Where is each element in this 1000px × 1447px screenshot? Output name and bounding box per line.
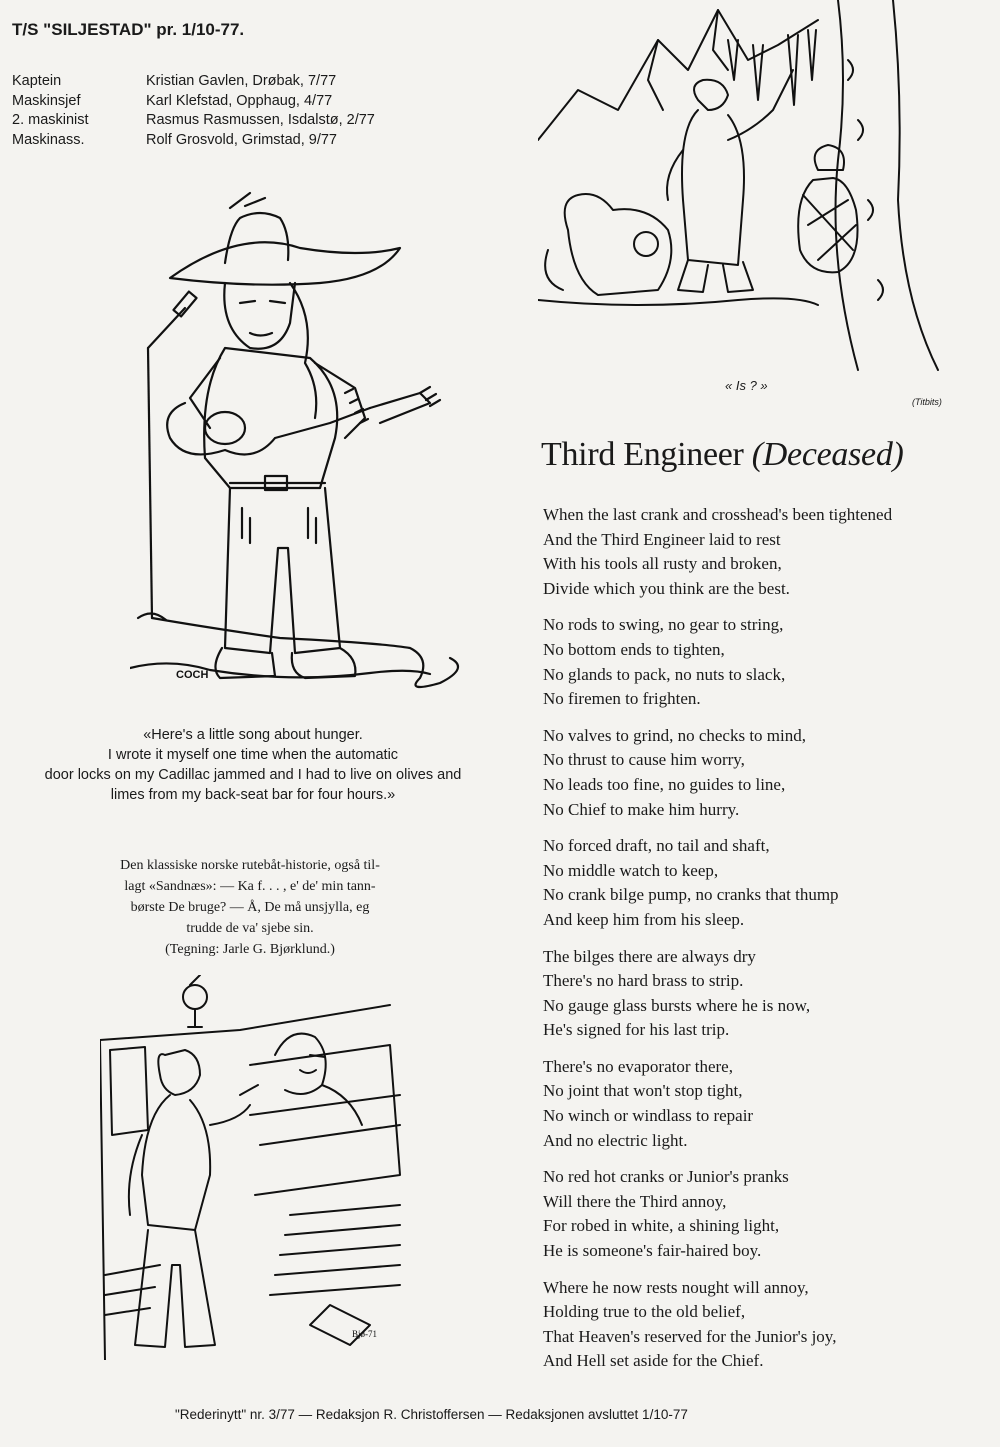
crew-role: Kaptein — [12, 73, 62, 89]
poem-line: There's no hard brass to strip. — [543, 971, 744, 991]
cowboy-singer-illustration — [130, 188, 490, 713]
poem-line: No bottom ends to tighten, — [543, 639, 725, 659]
cabin-signature: Bjø-71 — [352, 1329, 378, 1339]
poem-line: No joint that won't stop tight, — [543, 1081, 743, 1101]
poem-line: No glands to pack, no nuts to slack, — [543, 664, 786, 684]
crew-role: 2. maskinist — [12, 112, 89, 128]
crew-person: Rasmus Rasmussen, Isdalstø, 2/77 — [146, 112, 375, 128]
crew-person: Rolf Grosvold, Grimstad, 9/77 — [146, 131, 337, 148]
crew-row — [12, 72, 375, 92]
poem-line: No winch or windlass to repair — [543, 1106, 754, 1126]
poem-line: And Hell set aside for the Chief. — [543, 1351, 764, 1371]
poem-line: That Heaven's reserved for the Junior's joy, — [543, 1326, 837, 1346]
cowboy-caption — [8, 725, 498, 805]
poem-title — [541, 436, 904, 474]
poem-line: No firemen to frighten. — [543, 689, 701, 709]
poem-line: And the Third Engineer laid to rest — [543, 529, 781, 549]
poem-title-main: Third Engineer — [541, 436, 752, 473]
crew-role: Maskinsjef — [12, 92, 81, 109]
poem-line: Holding true to the old belief, — [543, 1302, 746, 1322]
poem-line: No forced draft, no tail and shaft, — [543, 836, 770, 856]
crew-list — [12, 72, 375, 150]
poem-line: And no electric light. — [543, 1130, 688, 1150]
poem-line: And keep him from his sleep. — [543, 909, 745, 929]
poem-line: He's signed for his last trip. — [543, 1020, 730, 1040]
poem-line: No valves to grind, no checks to mind, — [543, 725, 806, 745]
poem-line: Where he now rests nought will annoy, — [543, 1277, 809, 1297]
poem-stanza — [543, 724, 993, 822]
caption-line: «Here's a little song about hunger. — [143, 727, 363, 743]
poem-stanza — [543, 1055, 993, 1153]
poem-stanza — [543, 834, 993, 932]
poem-line: No middle watch to keep, — [543, 860, 719, 880]
caption-line: door locks on my Cadillac jammed and I had to live on olives and — [44, 767, 462, 783]
poem-line: No leads too fine, no guides to line, — [543, 774, 786, 794]
poem-line: No Chief to make him hurry. — [543, 799, 740, 819]
mountain-rescue-cartoon — [538, 0, 958, 375]
poem-line: With his tools all rusty and broken, — [543, 554, 782, 574]
poem-line: There's no evaporator there, — [543, 1056, 733, 1076]
poem-line: No gauge glass bursts where he is now, — [543, 995, 811, 1015]
caption-line: trudde de va' sjebe sin. — [186, 921, 314, 936]
poem-line: He is someone's fair-haired boy. — [543, 1241, 762, 1261]
crew-person: Kristian Gavlen, Drøbak, 7/77 — [146, 73, 337, 89]
cartoon-caption: « Is ? » — [725, 378, 768, 393]
caption-line: lagt «Sandnæs»: — Ka f. . . , e' de' min tann- — [124, 879, 376, 894]
poem-line: No rods to swing, no gear to string, — [543, 615, 784, 635]
poem-line: No thrust to cause him worry, — [543, 750, 745, 770]
poem-line: The bilges there are always dry — [543, 946, 756, 966]
crew-row — [12, 131, 375, 151]
poem-title-italic: (Deceased) — [751, 436, 904, 473]
crew-list-title: T/S "SILJESTAD" pr. 1/10-77. — [12, 20, 245, 39]
page-footer: "Rederinytt" nr. 3/77 — Redaksjon R. Christoffersen — Redaksjonen avsluttet 1/10-77 — [175, 1407, 688, 1422]
poem-stanza — [543, 1165, 993, 1263]
poem-line: When the last crank and crosshead's been tightened — [543, 505, 893, 524]
crew-role: Maskinass. — [12, 131, 85, 148]
caption-line: Den klassiske norske rutebåt-historie, også til- — [120, 858, 380, 873]
caption-line: børste De bruge? — Å, De må unsjylla, eg — [130, 900, 370, 915]
poem-stanza — [543, 503, 993, 601]
poem-line: For robed in white, a shining light, — [543, 1216, 780, 1236]
cabin-cartoon-illustration — [100, 975, 410, 1360]
poem-stanza — [543, 1276, 993, 1374]
poem-line: No crank bilge pump, no cranks that thump — [543, 885, 839, 905]
crew-row — [12, 92, 375, 112]
poem-line: No red hot cranks or Junior's pranks — [543, 1167, 789, 1187]
caption-line: limes from my back-seat bar for four hours.» — [110, 787, 396, 803]
crew-person: Karl Klefstad, Opphaug, 4/77 — [146, 92, 333, 109]
poem-stanza — [543, 945, 993, 1043]
cartoon-source: (Titbits) — [912, 397, 942, 407]
poem-line: Will there the Third annoy, — [543, 1191, 727, 1211]
story-caption — [80, 855, 420, 960]
cowboy-signature: COCH — [176, 669, 209, 681]
poem-body — [543, 503, 993, 1386]
poem-line: Divide which you think are the best. — [543, 578, 790, 598]
poem-stanza — [543, 613, 993, 711]
caption-line: I wrote it myself one time when the automatic — [107, 747, 399, 763]
illustration-credit: (Tegning: Jarle G. Bjørklund.) — [165, 942, 335, 957]
crew-row — [12, 111, 375, 131]
